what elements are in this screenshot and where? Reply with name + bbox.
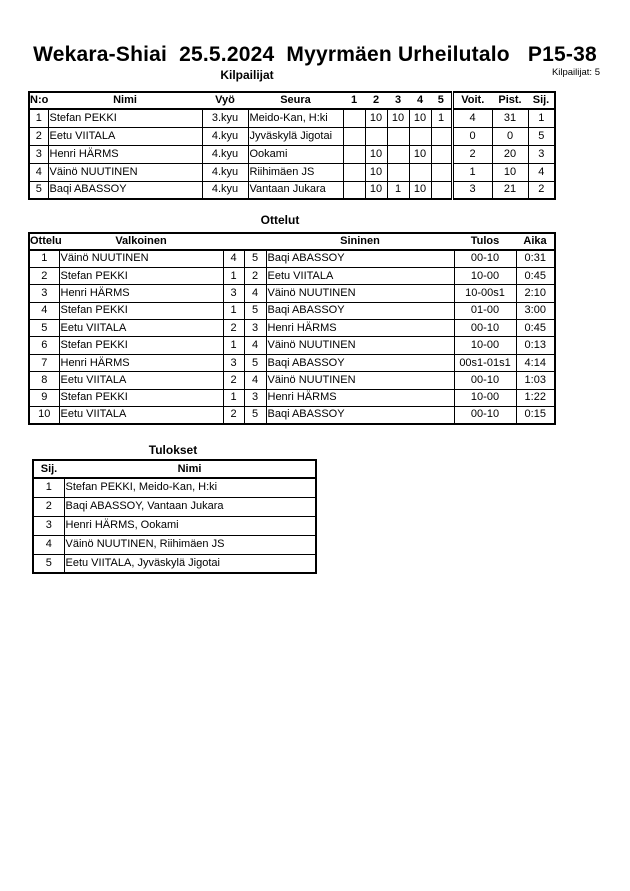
td-pist: 31 — [492, 109, 528, 127]
td-sij: 5 — [33, 554, 64, 573]
td-tulos: 10-00s1 — [454, 285, 516, 302]
td-aika: 2:10 — [516, 285, 555, 302]
td-r4 — [409, 163, 431, 181]
td-r2: 10 — [365, 181, 387, 199]
td-nimi: Väinö NUUTINEN, Riihimäen JS — [64, 535, 316, 554]
td-sij: 3 — [528, 145, 555, 163]
td-sininen: Väinö NUUTINEN — [266, 337, 454, 354]
td-sij: 1 — [33, 478, 64, 497]
td-bn: 4 — [244, 285, 266, 302]
table-row — [33, 478, 316, 497]
td-no: 4 — [29, 163, 48, 181]
td-wn: 1 — [223, 337, 244, 354]
td-vyo: 4.kyu — [202, 145, 248, 163]
col-vyo: Vyö — [202, 92, 248, 109]
col-opp4: 4 — [409, 92, 431, 109]
td-seura: Ookami — [248, 145, 343, 163]
td-aika: 4:14 — [516, 354, 555, 371]
td-vyo: 4.kyu — [202, 181, 248, 199]
kilpailijat-heading: Kilpailijat — [220, 68, 274, 82]
td-r1 — [343, 181, 365, 199]
td-sij: 4 — [33, 535, 64, 554]
page-title: Wekara-Shiai 25.5.2024 Myyrmäen Urheilutalo P15-38 — [33, 43, 597, 66]
td-vyo: 4.kyu — [202, 127, 248, 145]
td-sij: 2 — [528, 181, 555, 199]
table-row — [29, 337, 555, 354]
td-ottelu: 6 — [29, 337, 59, 354]
td-seura: Riihimäen JS — [248, 163, 343, 181]
td-r1 — [343, 163, 365, 181]
td-sininen: Baqi ABASSOY — [266, 250, 454, 267]
td-sininen: Baqi ABASSOY — [266, 407, 454, 424]
td-r3: 10 — [387, 109, 409, 127]
col-sij: Sij. — [33, 460, 64, 478]
col-tulos: Tulos — [454, 233, 516, 250]
td-bn: 3 — [244, 320, 266, 337]
col-opp2: 2 — [365, 92, 387, 109]
td-ottelu: 2 — [29, 267, 59, 284]
td-pist: 0 — [492, 127, 528, 145]
td-nimi: Stefan PEKKI, Meido-Kan, H:ki — [64, 478, 316, 497]
td-sininen: Väinö NUUTINEN — [266, 372, 454, 389]
td-bn: 4 — [244, 372, 266, 389]
col-valkoinen: Valkoinen — [59, 233, 223, 250]
col-sij: Sij. — [528, 92, 555, 109]
td-ottelu: 5 — [29, 320, 59, 337]
td-nimi: Baqi ABASSOY — [48, 181, 202, 199]
col-white-number — [223, 233, 244, 250]
td-tulos: 00-10 — [454, 320, 516, 337]
col-no: N:o — [29, 92, 48, 109]
td-voit: 0 — [452, 127, 492, 145]
td-tulos: 00-10 — [454, 407, 516, 424]
td-tulos: 00-10 — [454, 372, 516, 389]
col-opp1: 1 — [343, 92, 365, 109]
td-voit: 3 — [452, 181, 492, 199]
td-valkoinen: Eetu VIITALA — [59, 372, 223, 389]
td-sininen: Henri HÄRMS — [266, 320, 454, 337]
td-pist: 21 — [492, 181, 528, 199]
ottelut-table — [28, 232, 556, 425]
td-r5: 1 — [431, 109, 452, 127]
col-sininen: Sininen — [266, 233, 454, 250]
td-r2: 10 — [365, 145, 387, 163]
td-wn: 3 — [223, 285, 244, 302]
table-row — [29, 302, 555, 319]
td-aika: 0:13 — [516, 337, 555, 354]
td-sij: 4 — [528, 163, 555, 181]
ottelut-heading: Ottelut — [260, 213, 300, 227]
td-bn: 5 — [244, 354, 266, 371]
td-sininen: Väinö NUUTINEN — [266, 285, 454, 302]
td-r5 — [431, 127, 452, 145]
td-bn: 5 — [244, 250, 266, 267]
td-aika: 0:45 — [516, 267, 555, 284]
td-nimi: Väinö NUUTINEN — [48, 163, 202, 181]
td-valkoinen: Henri HÄRMS — [59, 285, 223, 302]
td-voit: 1 — [452, 163, 492, 181]
table-row — [29, 267, 555, 284]
td-nimi: Henri HÄRMS, Ookami — [64, 516, 316, 535]
table-row — [29, 145, 555, 163]
col-voit: Voit. — [452, 92, 492, 109]
table-row — [29, 320, 555, 337]
td-valkoinen: Eetu VIITALA — [59, 320, 223, 337]
td-ottelu: 8 — [29, 372, 59, 389]
td-no: 5 — [29, 181, 48, 199]
table-row — [29, 389, 555, 406]
td-wn: 4 — [223, 250, 244, 267]
td-valkoinen: Eetu VIITALA — [59, 407, 223, 424]
col-seura: Seura — [248, 92, 343, 109]
td-pist: 20 — [492, 145, 528, 163]
table-row — [29, 181, 555, 199]
table-row — [33, 516, 316, 535]
td-valkoinen: Stefan PEKKI — [59, 389, 223, 406]
td-r4: 10 — [409, 145, 431, 163]
tulokset-header-row — [33, 460, 316, 478]
td-nimi: Stefan PEKKI — [48, 109, 202, 127]
td-sininen: Baqi ABASSOY — [266, 354, 454, 371]
td-wn: 2 — [223, 407, 244, 424]
competitors-count: Kilpailijat: 5 — [551, 67, 600, 78]
td-aika: 0:31 — [516, 250, 555, 267]
table-row — [29, 285, 555, 302]
td-wn: 1 — [223, 267, 244, 284]
td-bn: 4 — [244, 337, 266, 354]
td-valkoinen: Väinö NUUTINEN — [59, 250, 223, 267]
td-wn: 2 — [223, 372, 244, 389]
td-tulos: 01-00 — [454, 302, 516, 319]
td-sininen: Baqi ABASSOY — [266, 302, 454, 319]
td-aika: 3:00 — [516, 302, 555, 319]
td-aika: 1:03 — [516, 372, 555, 389]
td-r2: 10 — [365, 163, 387, 181]
td-valkoinen: Stefan PEKKI — [59, 337, 223, 354]
td-ottelu: 1 — [29, 250, 59, 267]
td-tulos: 10-00 — [454, 337, 516, 354]
td-r5 — [431, 145, 452, 163]
table-row — [33, 497, 316, 516]
td-ottelu: 4 — [29, 302, 59, 319]
td-valkoinen: Stefan PEKKI — [59, 302, 223, 319]
td-wn: 3 — [223, 354, 244, 371]
tulokset-table — [32, 459, 317, 574]
kilpailijat-header-row — [29, 92, 555, 109]
td-ottelu: 3 — [29, 285, 59, 302]
col-opp3: 3 — [387, 92, 409, 109]
col-pist: Pist. — [492, 92, 528, 109]
td-sininen: Eetu VIITALA — [266, 267, 454, 284]
td-ottelu: 9 — [29, 389, 59, 406]
td-tulos: 00-10 — [454, 250, 516, 267]
td-sij: 5 — [528, 127, 555, 145]
td-r3: 1 — [387, 181, 409, 199]
td-seura: Jyväskylä Jigotai — [248, 127, 343, 145]
col-nimi: Nimi — [48, 92, 202, 109]
td-no: 2 — [29, 127, 48, 145]
td-r5 — [431, 163, 452, 181]
td-r4: 10 — [409, 109, 431, 127]
td-bn: 5 — [244, 407, 266, 424]
td-seura: Meido-Kan, H:ki — [248, 109, 343, 127]
table-row — [33, 535, 316, 554]
td-sininen: Henri HÄRMS — [266, 389, 454, 406]
kilpailijat-table — [28, 91, 556, 200]
table-row — [29, 250, 555, 267]
td-r1 — [343, 127, 365, 145]
table-row — [29, 109, 555, 127]
td-r2 — [365, 127, 387, 145]
td-tulos: 00s1-01s1 — [454, 354, 516, 371]
col-nimi: Nimi — [64, 460, 316, 478]
td-ottelu: 7 — [29, 354, 59, 371]
td-ottelu: 10 — [29, 407, 59, 424]
table-row — [33, 554, 316, 573]
td-wn: 1 — [223, 389, 244, 406]
td-sij: 2 — [33, 497, 64, 516]
td-nimi: Henri HÄRMS — [48, 145, 202, 163]
td-seura: Vantaan Jukara — [248, 181, 343, 199]
td-r1 — [343, 109, 365, 127]
td-pist: 10 — [492, 163, 528, 181]
col-ottelu: Ottelu — [29, 233, 59, 250]
td-nimi: Baqi ABASSOY, Vantaan Jukara — [64, 497, 316, 516]
td-aika: 1:22 — [516, 389, 555, 406]
td-vyo: 3.kyu — [202, 109, 248, 127]
td-aika: 0:45 — [516, 320, 555, 337]
td-valkoinen: Henri HÄRMS — [59, 354, 223, 371]
td-r1 — [343, 145, 365, 163]
td-bn: 2 — [244, 267, 266, 284]
td-r2: 10 — [365, 109, 387, 127]
td-r4: 10 — [409, 181, 431, 199]
td-tulos: 10-00 — [454, 267, 516, 284]
table-row — [29, 407, 555, 424]
td-sij: 1 — [528, 109, 555, 127]
td-bn: 3 — [244, 389, 266, 406]
td-aika: 0:15 — [516, 407, 555, 424]
td-sij: 3 — [33, 516, 64, 535]
td-bn: 5 — [244, 302, 266, 319]
td-wn: 1 — [223, 302, 244, 319]
table-row — [29, 372, 555, 389]
table-row — [29, 163, 555, 181]
td-r4 — [409, 127, 431, 145]
col-opp5: 5 — [431, 92, 452, 109]
td-no: 1 — [29, 109, 48, 127]
table-row — [29, 127, 555, 145]
ottelut-header-row — [29, 233, 555, 250]
td-nimi: Eetu VIITALA — [48, 127, 202, 145]
td-nimi: Eetu VIITALA, Jyväskylä Jigotai — [64, 554, 316, 573]
td-r3 — [387, 145, 409, 163]
td-tulos: 10-00 — [454, 389, 516, 406]
td-voit: 2 — [452, 145, 492, 163]
td-r5 — [431, 181, 452, 199]
table-row — [29, 354, 555, 371]
td-wn: 2 — [223, 320, 244, 337]
tulokset-heading: Tulokset — [148, 443, 198, 457]
td-no: 3 — [29, 145, 48, 163]
col-aika: Aika — [516, 233, 555, 250]
td-valkoinen: Stefan PEKKI — [59, 267, 223, 284]
td-voit: 4 — [452, 109, 492, 127]
td-vyo: 4.kyu — [202, 163, 248, 181]
td-r3 — [387, 127, 409, 145]
td-r3 — [387, 163, 409, 181]
col-blue-number — [244, 233, 266, 250]
